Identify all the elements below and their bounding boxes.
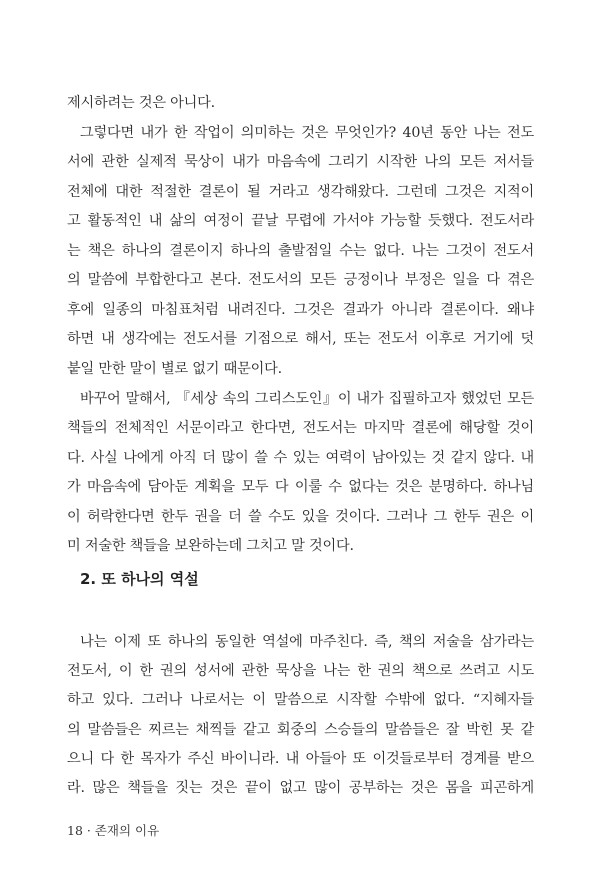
page-footer: 18 · 존재의 이유 xyxy=(67,823,160,838)
text-line: 가 마음속에 담아둔 계획을 모두 다 이룰 수 없다는 것은 분명하다. 하나님 xyxy=(67,479,534,496)
text-line: 미 저술한 책들을 보완하는데 그치고 말 것이다. xyxy=(67,538,354,555)
text-line: 하고 있다. 그러나 나로서는 이 말씀으로 시작할 수밖에 없다. “지혜자들 xyxy=(67,692,534,709)
text-line: 라. 많은 책들을 짓는 것은 끝이 없고 많이 공부하는 것은 몸을 피곤하게 xyxy=(67,780,534,796)
text-line: 제시하려는 것은 아니다. xyxy=(67,95,215,111)
text-line: 으니 다 한 목자가 주신 바이니라. 내 아들아 또 이것들로부터 경계를 받으 xyxy=(67,750,534,767)
text-line: 전도서, 이 한 권의 성서에 관한 묵상을 나는 한 권의 책으로 쓰려고 시도 xyxy=(67,663,534,680)
text-line: 바꾸어 말해서, 『세상 속의 그리스도인』이 내가 집필하고자 했었던 모든 xyxy=(80,390,534,407)
text-line: 하면 내 생각에는 전도서를 기점으로 해서, 또는 전도서 이후로 거기에 덧 xyxy=(67,331,534,348)
text-line: 서에 관한 실제적 묵상이 내가 마음속에 그리기 시작한 나의 모든 저서들 xyxy=(67,154,534,171)
text-line: 다. 사실 나에게 아직 더 많이 쓸 수 있는 여력이 남아있는 것 같지 않다. 내 xyxy=(67,449,534,466)
text-line: 고 활동적인 내 삶의 여정이 끝날 무렵에 가서야 가능할 듯했다. 전도서라 xyxy=(67,213,534,230)
text-line: 이 허락한다면 한두 권을 더 쓸 수도 있을 것이다. 그러나 그 한두 권은 이 xyxy=(67,508,534,525)
text-line: 그렇다면 내가 한 작업이 의미하는 것은 무엇인가? 40년 동안 나는 전도 xyxy=(80,124,534,141)
text-line: 붙일 만한 말이 별로 없기 때문이다. xyxy=(67,360,282,377)
text-line: 책들의 전체적인 서문이라고 한다면, 전도서는 마지막 결론에 해당할 것이 xyxy=(67,420,534,437)
text-line: 전체에 대한 적절한 결론이 될 거라고 생각해왔다. 그런데 그것은 지적이 xyxy=(67,183,534,200)
text-line: 나는 이제 또 하나의 동일한 역설에 마주친다. 즉, 책의 저술을 삼가라는 xyxy=(80,634,534,650)
section-heading: 2. 또 하나의 역설 xyxy=(80,570,199,588)
text-line: 의 말씀에 부합한다고 본다. 전도서의 모든 긍정이나 부정은 일을 다 겪은 xyxy=(67,272,534,289)
text-line: 의 말씀들은 찌르는 채찍들 같고 회중의 스승들의 말씀들은 잘 박힌 못 같 xyxy=(67,721,534,738)
text-line: 후에 일종의 마침표처럼 내려진다. 그것은 결과가 아니라 결론이다. 왜냐 xyxy=(67,301,534,318)
text-line: 는 책은 하나의 결론이지 하나의 출발점일 수는 없다. 나는 그것이 전도서 xyxy=(67,242,534,259)
